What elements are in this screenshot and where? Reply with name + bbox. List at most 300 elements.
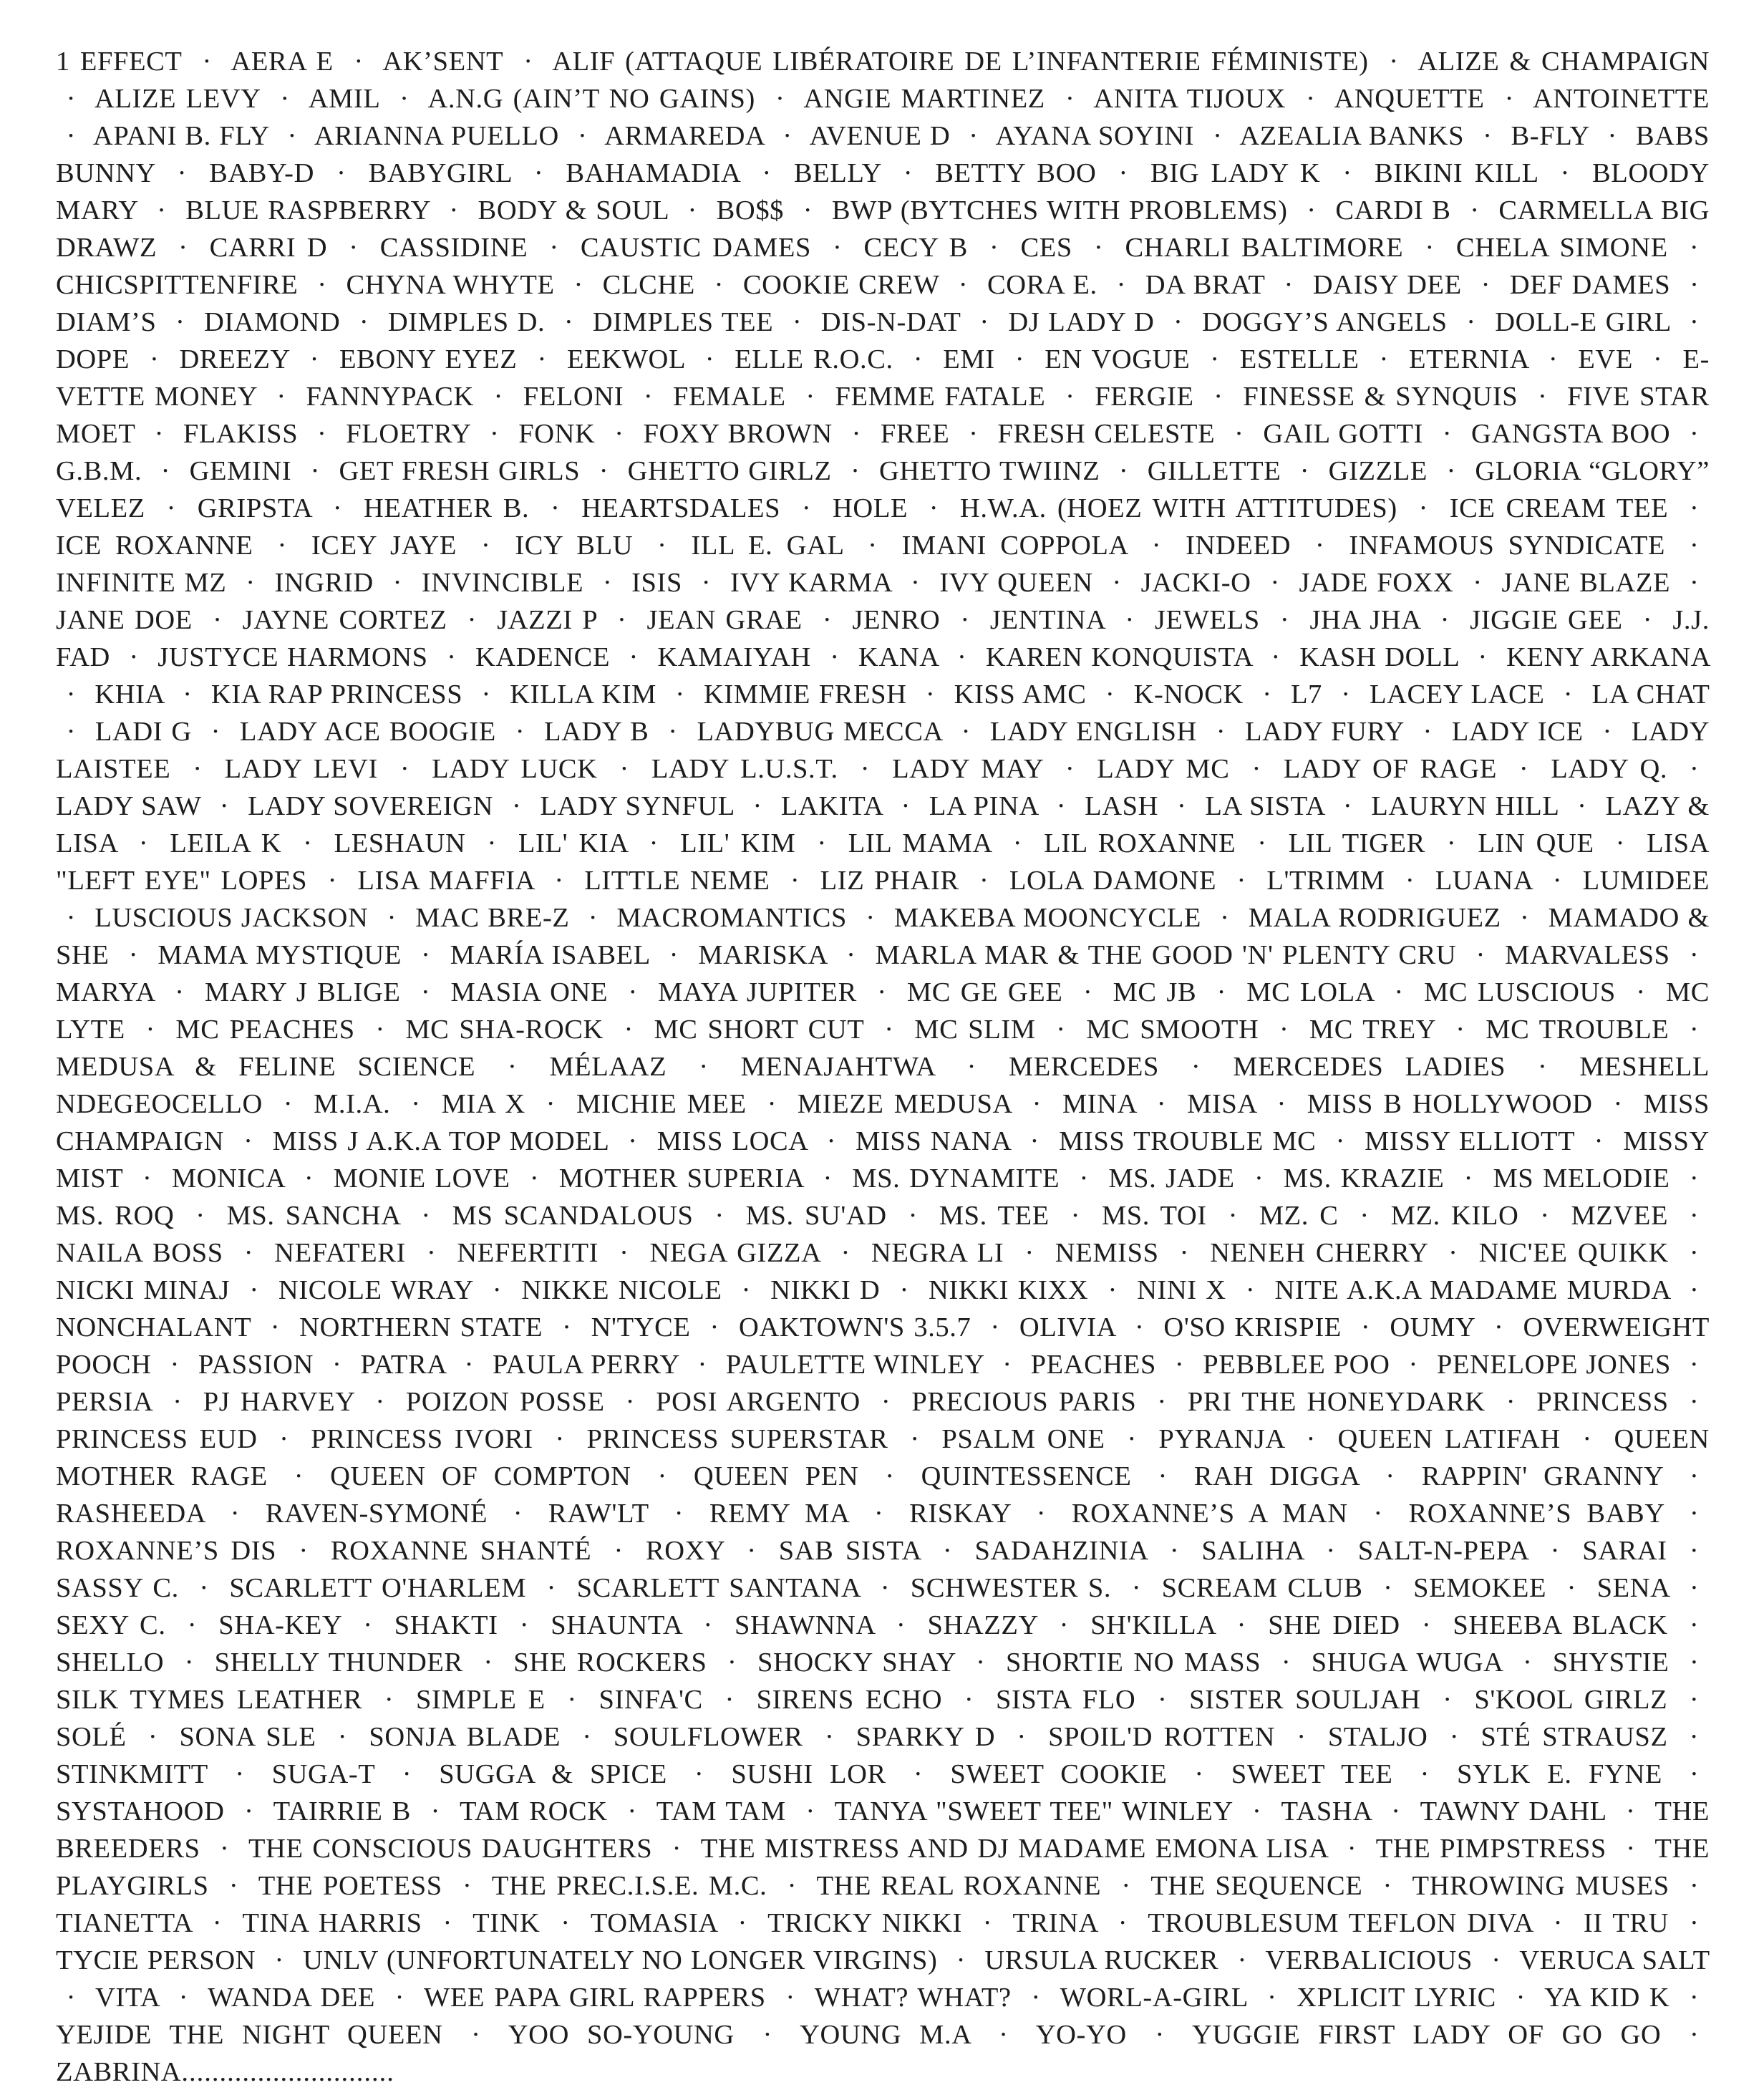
separator-dot: · — [1440, 605, 1450, 635]
separator-dot: · — [1059, 1610, 1070, 1640]
artist-name: NEGRA LI — [871, 1238, 1004, 1268]
separator-dot: · — [1379, 344, 1389, 374]
separator-dot: · — [1537, 1052, 1548, 1082]
separator-dot: · — [709, 1312, 719, 1342]
artist-name: BLUE RASPBERRY — [185, 195, 430, 226]
artist-name: LIL' KIA — [518, 828, 628, 858]
artist-name: INDEED — [1186, 531, 1291, 561]
separator-dot: · — [824, 1722, 835, 1752]
artist-name: MAC BRE-Z — [415, 903, 570, 933]
separator-dot: · — [336, 158, 346, 188]
artist-name: MS. KRAZIE — [1283, 1163, 1445, 1194]
separator-dot: · — [762, 2020, 772, 2050]
artist-name: SHE ROCKERS — [513, 1648, 707, 1678]
separator-dot: · — [699, 1052, 709, 1082]
separator-dot: · — [573, 270, 583, 300]
separator-dot: · — [1689, 1238, 1700, 1268]
separator-dot: · — [228, 1871, 239, 1901]
separator-dot: · — [219, 791, 230, 821]
separator-dot: · — [1689, 1275, 1700, 1305]
artist-name: PJ HARVEY — [203, 1387, 355, 1417]
separator-dot: · — [817, 828, 827, 858]
artist-name: LAZY & LISA — [56, 791, 1710, 858]
artist-name: SHAKTI — [394, 1610, 498, 1640]
artist-name: DJ LADY D — [1008, 307, 1155, 337]
separator-dot: · — [1689, 940, 1700, 970]
separator-dot: · — [1252, 1796, 1262, 1827]
separator-dot: · — [212, 1908, 223, 1938]
separator-dot: · — [157, 195, 167, 226]
separator-dot: · — [1625, 1796, 1636, 1827]
separator-dot: · — [1070, 1201, 1081, 1231]
artist-name: MEDUSA & FELINE SCIENCE — [56, 1052, 476, 1082]
artist-name: VERUCA SALT — [1519, 1945, 1710, 1975]
artist-name: CARMELLA BIG DRAWZ — [56, 195, 1710, 263]
artist-name: RAW'LT — [548, 1499, 649, 1529]
separator-dot: · — [1506, 1387, 1516, 1417]
separator-dot: · — [1689, 1685, 1700, 1715]
separator-dot: · — [1689, 419, 1700, 449]
artist-name: MISSY ELLIOTT — [1365, 1126, 1575, 1156]
separator-dot: · — [840, 1238, 850, 1268]
artist-name: GIZZLE — [1328, 456, 1428, 486]
separator-dot: · — [199, 1573, 209, 1603]
separator-dot: · — [1690, 270, 1700, 300]
artist-name: IVY QUEEN — [939, 568, 1093, 598]
separator-dot: · — [1473, 568, 1483, 598]
artist-name: NICKI MINAJ — [56, 1275, 231, 1305]
separator-dot: · — [210, 717, 221, 747]
separator-dot: · — [183, 679, 193, 710]
artist-name: APANI B. FLY — [92, 121, 269, 151]
separator-dot: · — [724, 1685, 735, 1715]
artist-name: LADY B — [543, 717, 649, 747]
artist-name: FINESSE & SYNQUIS — [1243, 382, 1518, 412]
artist-name: K-NOCK — [1133, 679, 1244, 710]
artist-name: SUGA-T — [271, 1759, 375, 1789]
separator-dot: · — [668, 717, 678, 747]
artist-name: S'KOOL GIRLZ — [1474, 1685, 1668, 1715]
artist-name: SHEEBA BLACK — [1453, 1610, 1668, 1640]
artist-name: FERGIE — [1095, 382, 1194, 412]
separator-dot: · — [1236, 1610, 1247, 1640]
artist-name: BLOODY MARY — [56, 158, 1710, 226]
artist-name: URSULA RUCKER — [984, 1945, 1219, 1975]
artist-name: ARMAREDA — [604, 121, 765, 151]
separator-dot: · — [1131, 1573, 1142, 1603]
artist-name: CLCHE — [602, 270, 695, 300]
separator-dot: · — [619, 754, 629, 784]
separator-dot: · — [128, 940, 139, 970]
artist-name: THE BREEDERS — [56, 1796, 1710, 1864]
separator-dot: · — [657, 531, 667, 561]
separator-dot: · — [1036, 1499, 1047, 1529]
separator-dot: · — [483, 1648, 493, 1678]
artist-name: SHAZZY — [927, 1610, 1038, 1640]
separator-dot: · — [327, 866, 337, 896]
artist-name: LUMIDEE — [1582, 866, 1710, 896]
artist-name: J.J. FAD — [56, 605, 1710, 672]
separator-dot: · — [775, 84, 785, 114]
artist-name: L'TRIMM — [1266, 866, 1385, 896]
separator-dot: · — [430, 1796, 440, 1827]
separator-dot: · — [513, 1499, 523, 1529]
separator-dot: · — [741, 1275, 752, 1305]
artist-name: LOLA DAMONE — [1009, 866, 1217, 896]
separator-dot: · — [1577, 791, 1587, 821]
separator-dot: · — [969, 419, 979, 449]
artist-name: CECY B — [863, 233, 968, 263]
artist-name: LIN QUE — [1478, 828, 1594, 858]
separator-dot: · — [1012, 828, 1023, 858]
artist-name: II TRU — [1583, 1908, 1670, 1938]
artist-name: JENTINA — [989, 605, 1105, 635]
separator-dot: · — [1421, 1610, 1432, 1640]
artist-name: SHA-KEY — [218, 1610, 342, 1640]
artist-name: MISS B HOLLYWOOD — [1307, 1089, 1593, 1119]
separator-dot: · — [555, 1424, 565, 1454]
separator-dot: · — [976, 1648, 986, 1678]
artist-name: KANA — [858, 642, 939, 672]
separator-dot: · — [1017, 1722, 1027, 1752]
artist-name: NEGA GIZZA — [649, 1238, 820, 1268]
artist-name: MALA RODRIGUEZ — [1248, 903, 1501, 933]
separator-dot: · — [178, 1983, 189, 2013]
artist-name: PSALM ONE — [941, 1424, 1105, 1454]
separator-dot: · — [1689, 233, 1700, 263]
artist-name: PATRA — [360, 1350, 446, 1380]
separator-dot: · — [1689, 1350, 1700, 1380]
artist-name: THE PREC.I.S.E. M.C. — [491, 1871, 767, 1901]
artist-name: PRINCESS — [1536, 1387, 1669, 1417]
artist-name: BABS BUNNY — [56, 121, 1710, 188]
separator-dot: · — [577, 121, 588, 151]
separator-dot: · — [1032, 1089, 1042, 1119]
artist-name: MISS LOCA — [656, 1126, 808, 1156]
separator-dot: · — [280, 84, 290, 114]
separator-dot: · — [1516, 1983, 1526, 2013]
artist-name: ALIZE & CHAMPAIGN — [1418, 47, 1710, 77]
artist-name: LADY ENGLISH — [989, 717, 1197, 747]
artist-name: ALIZE LEVY — [94, 84, 261, 114]
separator-dot: · — [244, 1796, 254, 1827]
artist-name: EEKWOL — [566, 344, 685, 374]
artist-name: ESTELLE — [1239, 344, 1360, 374]
artist-name: YO-YO — [1035, 2020, 1127, 2050]
separator-dot: · — [462, 1871, 472, 1901]
separator-dot: · — [657, 1461, 667, 1491]
artist-name: MZVEE — [1571, 1201, 1669, 1231]
artist-name: TYCIE PERSON — [56, 1945, 256, 1975]
artist-name: ISIS — [631, 568, 682, 598]
separator-dot: · — [420, 977, 431, 1007]
artist-name: THE PIMPSTRESS — [1375, 1834, 1606, 1864]
separator-dot: · — [287, 121, 297, 151]
separator-dot: · — [175, 307, 185, 337]
artist-name: SCREAM CLUB — [1161, 1573, 1363, 1603]
separator-dot: · — [1391, 1796, 1401, 1827]
separator-dot: · — [177, 158, 187, 188]
artist-name: LADY L.U.S.T. — [651, 754, 838, 784]
artist-name: GANGSTA BOO — [1470, 419, 1671, 449]
separator-dot: · — [982, 1908, 993, 1938]
artist-name: IMANI COPPOLA — [901, 531, 1128, 561]
separator-dot: · — [166, 493, 177, 523]
separator-dot: · — [1220, 903, 1230, 933]
separator-dot: · — [1341, 679, 1351, 710]
artist-name: TIANETTA — [56, 1908, 192, 1938]
separator-dot: · — [1636, 977, 1646, 1007]
separator-dot: · — [1279, 605, 1290, 635]
artist-name: MS. SANCHA — [226, 1201, 400, 1231]
artist-name: OLIVIA — [1019, 1312, 1115, 1342]
separator-dot: · — [588, 903, 598, 933]
artist-name: ICY BLU — [515, 531, 634, 561]
artist-name: POSI ARGENTO — [656, 1387, 861, 1417]
separator-dot: · — [1281, 1648, 1292, 1678]
artist-name: BETTY BOO — [935, 158, 1097, 188]
separator-dot: · — [546, 1573, 557, 1603]
artist-name: KASH DOLL — [1299, 642, 1459, 672]
artist-name: MERCEDES LADIES — [1233, 1052, 1506, 1082]
artist-name: MARVALESS — [1505, 940, 1670, 970]
separator-dot: · — [1563, 679, 1574, 710]
separator-dot: · — [1550, 1536, 1561, 1566]
artist-name: LAURYN HILL — [1371, 791, 1559, 821]
artist-name: AMIL — [308, 84, 380, 114]
artist-name: CAUSTIC DAMES — [580, 233, 811, 263]
separator-dot: · — [910, 568, 921, 598]
artist-name: GAIL GOTTI — [1263, 419, 1423, 449]
artist-name: MZ. KILO — [1390, 1201, 1519, 1231]
separator-dot: · — [1423, 717, 1433, 747]
artist-name: MARY J BLIGE — [204, 977, 401, 1007]
artist-name: PERSIA — [56, 1387, 152, 1417]
artist-name: CES — [1020, 233, 1072, 263]
artist-name: CHYNA WHYTE — [346, 270, 555, 300]
separator-dot: · — [283, 1089, 294, 1119]
artist-name: PRINCESS EUD — [56, 1424, 258, 1454]
artist-name: SUSHI LOR — [731, 1759, 886, 1789]
separator-dot: · — [881, 1387, 891, 1417]
artist-name: FLAKISS — [183, 419, 299, 449]
artist-name: TANYA "SWEET TEE" WINLEY — [834, 1796, 1233, 1827]
artist-name: CARRI D — [209, 233, 328, 263]
artist-name: SONJA BLADE — [369, 1722, 561, 1752]
separator-dot: · — [563, 307, 574, 337]
artist-name: TASHA — [1281, 1796, 1372, 1827]
artist-name: FEMME FATALE — [835, 382, 1046, 412]
artist-name: MC JB — [1113, 977, 1197, 1007]
artist-name: SHYSTIE — [1552, 1648, 1670, 1678]
separator-dot: · — [66, 717, 77, 747]
separator-dot: · — [66, 121, 77, 151]
separator-dot: · — [1228, 1201, 1238, 1231]
artist-name: MISS CHAMPAIGN — [56, 1089, 1710, 1156]
artist-name: INFINITE MZ — [56, 568, 227, 598]
artist-name: G.B.M. — [56, 456, 142, 486]
artist-name: DREEZY — [179, 344, 290, 374]
artist-name: GHETTO TWIINZ — [878, 456, 1100, 486]
artist-name: TAM ROCK — [459, 1796, 608, 1827]
artist-name: MC LUSCIOUS — [1424, 977, 1616, 1007]
separator-dot: · — [310, 456, 321, 486]
artist-name: AERA E — [231, 47, 334, 77]
artist-name: TAIRRIE B — [273, 1796, 411, 1827]
separator-dot: · — [549, 233, 559, 263]
artist-name: JANE DOE — [56, 605, 193, 635]
separator-dot: · — [628, 1126, 638, 1156]
separator-dot: · — [1056, 791, 1067, 821]
artist-name: SIRENS ECHO — [756, 1685, 943, 1715]
separator-dot: · — [1382, 1871, 1392, 1901]
separator-dot: · — [762, 158, 772, 188]
separator-dot: · — [1504, 84, 1515, 114]
artist-name: KHIA — [94, 679, 164, 710]
separator-dot: · — [1326, 1536, 1336, 1566]
artist-name: ANTOINETTE — [1533, 84, 1710, 114]
separator-dot: · — [1125, 605, 1135, 635]
separator-dot: · — [785, 1983, 795, 2013]
artist-name: INFAMOUS SYNDICATE — [1349, 531, 1665, 561]
artist-name: LADY SYNFUL — [540, 791, 735, 821]
artist-name: WHAT? WHAT? — [814, 1983, 1012, 2013]
artist-name: MC SHA-ROCK — [405, 1015, 604, 1045]
separator-dot: · — [624, 1015, 634, 1045]
separator-dot: · — [399, 754, 410, 784]
trailing-dots: ............................ — [181, 2057, 394, 2087]
artist-name: STÉ STRAUSZ — [1480, 1722, 1668, 1752]
separator-dot: · — [1626, 1834, 1636, 1864]
separator-dot: · — [803, 195, 813, 226]
artist-name: SWEET TEE — [1231, 1759, 1393, 1789]
artist-name: LESHAUN — [334, 828, 466, 858]
separator-dot: · — [1307, 195, 1317, 226]
separator-dot: · — [1491, 1945, 1501, 1975]
artist-name: MS. TOI — [1101, 1201, 1207, 1231]
artist-name: SHOCKY SHAY — [757, 1648, 956, 1678]
separator-dot: · — [1254, 1163, 1264, 1194]
artist-name: WORL-A-GIRL — [1060, 1983, 1248, 2013]
separator-dot: · — [246, 568, 256, 598]
artist-name: YA KID K — [1544, 1983, 1670, 2013]
separator-dot: · — [747, 1536, 757, 1566]
separator-dot: · — [1276, 1089, 1286, 1119]
artist-name: FONK — [518, 419, 596, 449]
artist-name: TOMASIA — [590, 1908, 717, 1938]
separator-dot: · — [154, 419, 165, 449]
artist-name: ETERNIA — [1409, 344, 1528, 374]
artist-name: PRECIOUS PARIS — [911, 1387, 1137, 1417]
artist-name: DOLL-E GIRL — [1495, 307, 1671, 337]
artist-name: NENEH CHERRY — [1210, 1238, 1428, 1268]
separator-dot: · — [672, 1834, 682, 1864]
artist-name: HOLE — [833, 493, 908, 523]
separator-dot: · — [1194, 1759, 1204, 1789]
separator-dot: · — [1689, 1871, 1700, 1901]
artist-name: ROXY — [646, 1536, 725, 1566]
separator-dot: · — [714, 270, 724, 300]
document-page — [56, 43, 1710, 2091]
artist-name: MARÍA ISABEL — [450, 940, 650, 970]
separator-dot: · — [147, 1722, 158, 1752]
separator-dot: · — [833, 233, 843, 263]
separator-dot: · — [1566, 1573, 1577, 1603]
artist-name: FOXY BROWN — [643, 419, 833, 449]
separator-dot: · — [1155, 2020, 1165, 2050]
artist-name: MICHIE MEE — [576, 1089, 747, 1119]
artist-name: NIKKE NICOLE — [521, 1275, 722, 1305]
artist-name: SALIHA — [1201, 1536, 1304, 1566]
separator-dot: · — [1475, 940, 1486, 970]
artist-name: MAMA MYSTIQUE — [158, 940, 402, 970]
artist-name: LADYBUG MECCA — [697, 717, 942, 747]
artist-name: INGRID — [274, 568, 374, 598]
artist-name: SINFA'C — [598, 1685, 703, 1715]
separator-dot: · — [1299, 456, 1310, 486]
artist-name: A.N.G (AIN’T NO GAINS) — [427, 84, 755, 114]
artist-name: LISA "LEFT EYE" LOPES — [56, 828, 1710, 896]
artist-name: LADY MC — [1097, 754, 1230, 784]
artist-name: BIG LADY K — [1150, 158, 1321, 188]
artist-name: BAHAMADIA — [566, 158, 740, 188]
separator-dot: · — [411, 1089, 421, 1119]
artist-name: BO$$ — [716, 195, 785, 226]
separator-dot: · — [790, 866, 800, 896]
artist-name: NITE A.K.A MADAME MURDA — [1274, 1275, 1670, 1305]
separator-dot: · — [1169, 1536, 1180, 1566]
artist-name: LA CHAT — [1591, 679, 1710, 710]
separator-dot: · — [614, 1536, 624, 1566]
separator-dot: · — [1179, 1238, 1190, 1268]
artist-name: AYANA SOYINI — [995, 121, 1195, 151]
separator-dot: · — [464, 1350, 474, 1380]
artist-name: MS. TEE — [939, 1201, 1050, 1231]
separator-dot: · — [1689, 1461, 1700, 1491]
artist-name: SHE DIED — [1268, 1610, 1400, 1640]
separator-dot: · — [489, 419, 500, 449]
artist-name: MARYA — [56, 977, 155, 1007]
separator-dot: · — [1237, 1945, 1247, 1975]
separator-dot: · — [582, 1722, 592, 1752]
artist-name: JHA JHA — [1309, 605, 1420, 635]
artist-name: PRINCESS SUPERSTAR — [586, 1424, 888, 1454]
separator-dot: · — [1245, 1275, 1256, 1305]
artist-name: ICEY JAYE — [311, 531, 457, 561]
separator-dot: · — [1389, 47, 1399, 77]
artist-name: NIC'EE QUIKK — [1478, 1238, 1669, 1268]
artist-name: PAULA PERRY — [492, 1350, 679, 1380]
separator-dot: · — [567, 1685, 577, 1715]
separator-dot: · — [384, 1685, 394, 1715]
artist-name: GLORIA “GLORY” VELEZ — [56, 456, 1710, 523]
artist-name: E-VETTE MONEY — [56, 344, 1710, 412]
separator-dot: · — [170, 1350, 180, 1380]
artist-name: NORTHERN STATE — [299, 1312, 543, 1342]
artist-name: CASSIDINE — [379, 233, 528, 263]
artist-name: DOPE — [56, 344, 130, 374]
separator-dot: · — [598, 456, 609, 486]
separator-dot: · — [1442, 419, 1453, 449]
artist-name: KAREN KONQUISTA — [985, 642, 1252, 672]
separator-dot: · — [1653, 344, 1663, 374]
artist-name: SISTER SOULJAH — [1189, 1685, 1421, 1715]
separator-dot: · — [958, 270, 969, 300]
separator-dot: · — [1615, 828, 1626, 858]
separator-dot: · — [929, 493, 939, 523]
artist-name: FELONI — [523, 382, 624, 412]
separator-dot: · — [787, 1871, 797, 1901]
